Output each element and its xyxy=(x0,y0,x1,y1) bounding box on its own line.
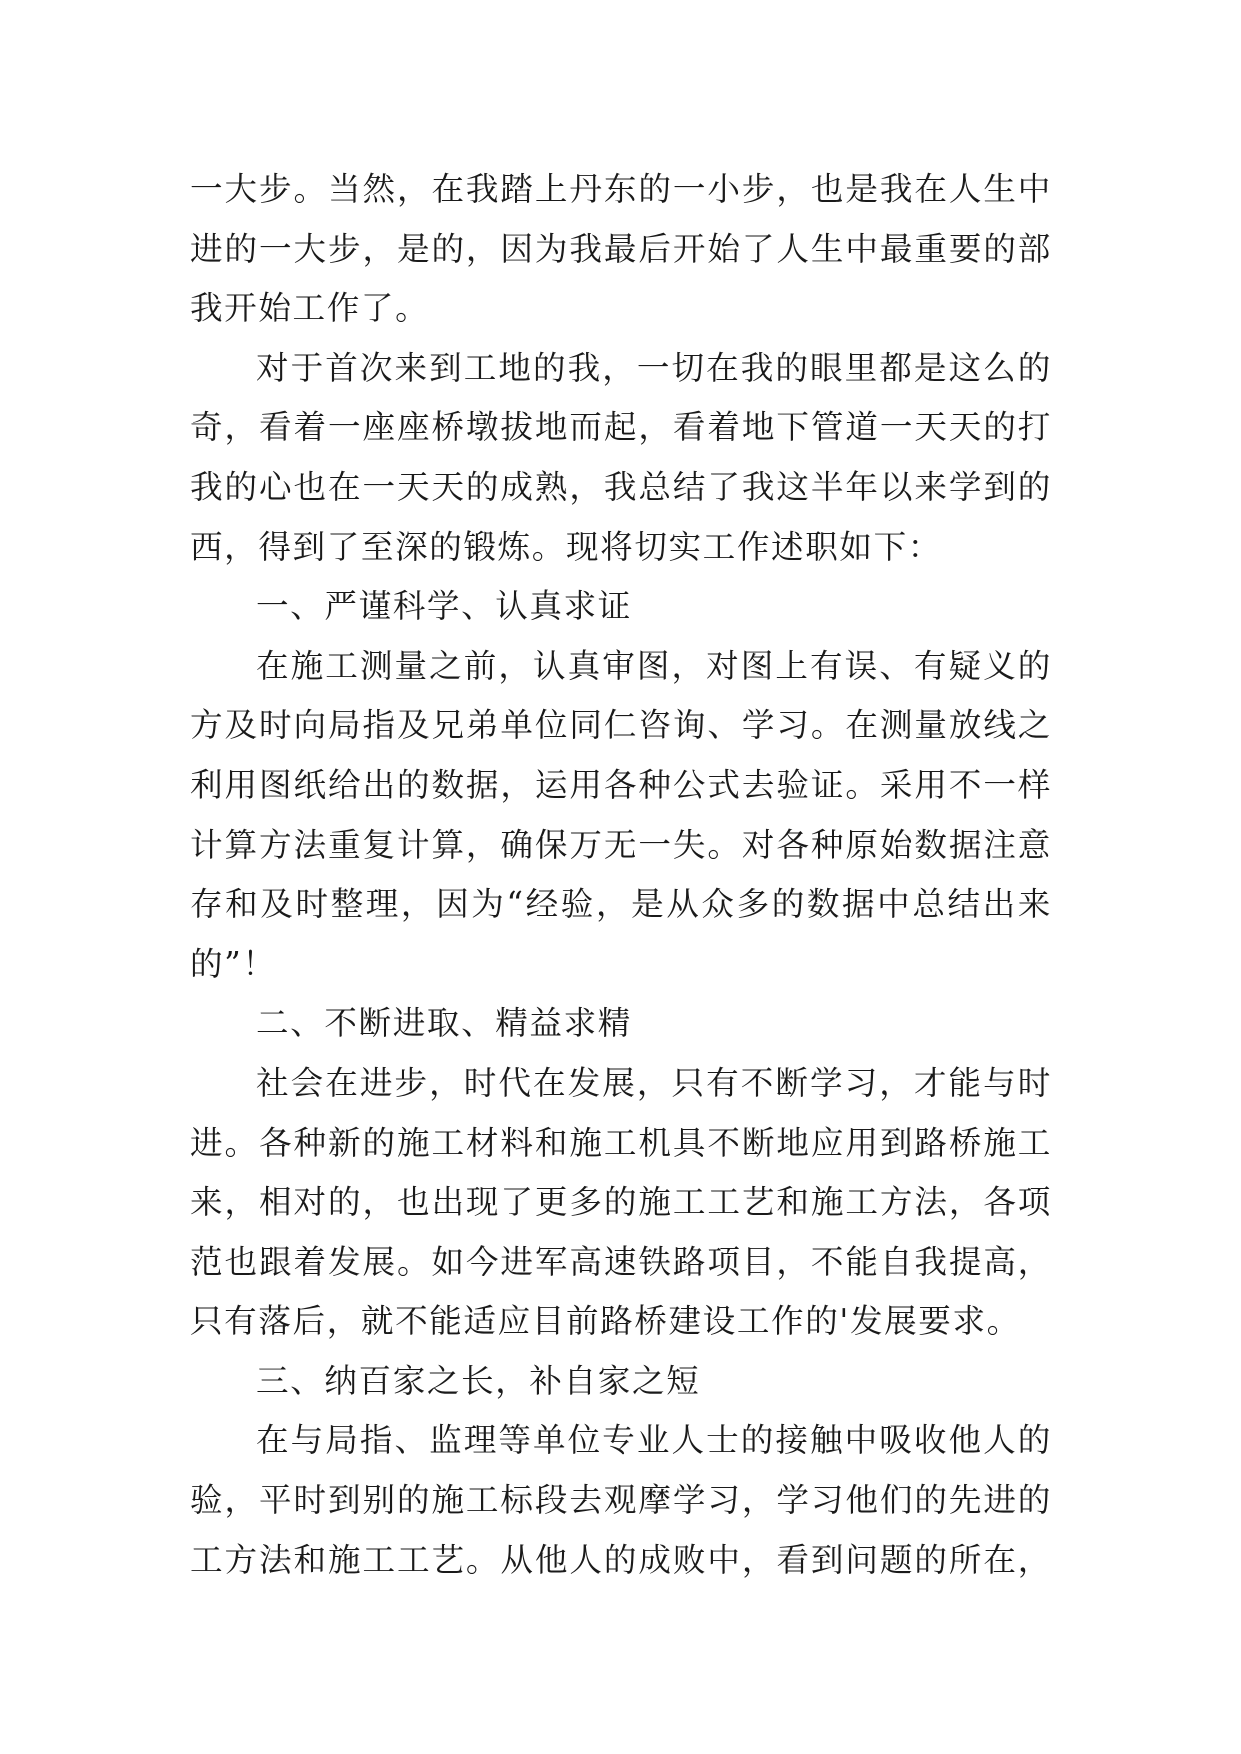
text-line: 我开始工作了。 xyxy=(190,289,430,328)
text-line: 只有落后，就不能适应目前路桥建设工作的'发展要求。 xyxy=(190,1302,1021,1341)
text-line: 进。各种新的施工材料和施工机具不断地应用到路桥施工 xyxy=(190,1123,1052,1162)
text-line: 在施工测量之前，认真审图，对图上有误、有疑义的 xyxy=(256,646,1052,685)
document-body xyxy=(190,160,1052,1590)
text-line: 一、严谨科学、认真求证 xyxy=(256,587,632,626)
text-line: 的”！ xyxy=(190,944,277,983)
text-line: 验，平时到别的施工标段去观摩学习，学习他们的先进的 xyxy=(190,1481,1052,1520)
text-line: 工方法和施工工艺。从他人的成败中，看到问题的所在， xyxy=(190,1540,1052,1579)
text-line: 对于首次来到工地的我，一切在我的眼里都是这么的 xyxy=(256,348,1052,387)
text-line: 一大步。当然，在我踏上丹东的一小步，也是我在人生中 xyxy=(190,170,1052,208)
text-line: 方及时向局指及兄弟单位同仁咨询、学习。在测量放线之 xyxy=(190,706,1052,745)
text-line: 范也跟着发展。如今进军高速铁路项目，不能自我提高， xyxy=(190,1242,1052,1281)
text-line: 三、纳百家之长，补自家之短 xyxy=(256,1361,701,1400)
text-line: 二、不断进取、精益求精 xyxy=(256,1004,632,1043)
text-line: 在与局指、监理等单位专业人士的接触中吸收他人的 xyxy=(256,1421,1052,1460)
text-line: 进的一大步，是的，因为我最后开始了人生中最重要的部 xyxy=(190,229,1052,268)
text-line: 西，得到了至深的锻炼。现将切实工作述职如下： xyxy=(190,527,942,566)
text-line: 我的心也在一天天的成熟，我总结了我这半年以来学到的 xyxy=(190,467,1052,506)
text-line: 来，相对的，也出现了更多的施工工艺和施工方法，各项 xyxy=(190,1183,1052,1222)
text-line: 计算方法重复计算，确保万无一失。对各种原始数据注意 xyxy=(190,825,1052,864)
text-line: 社会在进步，时代在发展，只有不断学习，才能与时 xyxy=(256,1063,1052,1102)
text-line: 存和及时整理，因为“经验，是从众多的数据中总结出来 xyxy=(190,885,1052,924)
text-line: 奇，看着一座座桥墩拔地而起，看着地下管道一天天的打 xyxy=(190,408,1052,447)
text-line: 利用图纸给出的数据，运用各种公式去验证。采用不一样 xyxy=(190,765,1052,804)
